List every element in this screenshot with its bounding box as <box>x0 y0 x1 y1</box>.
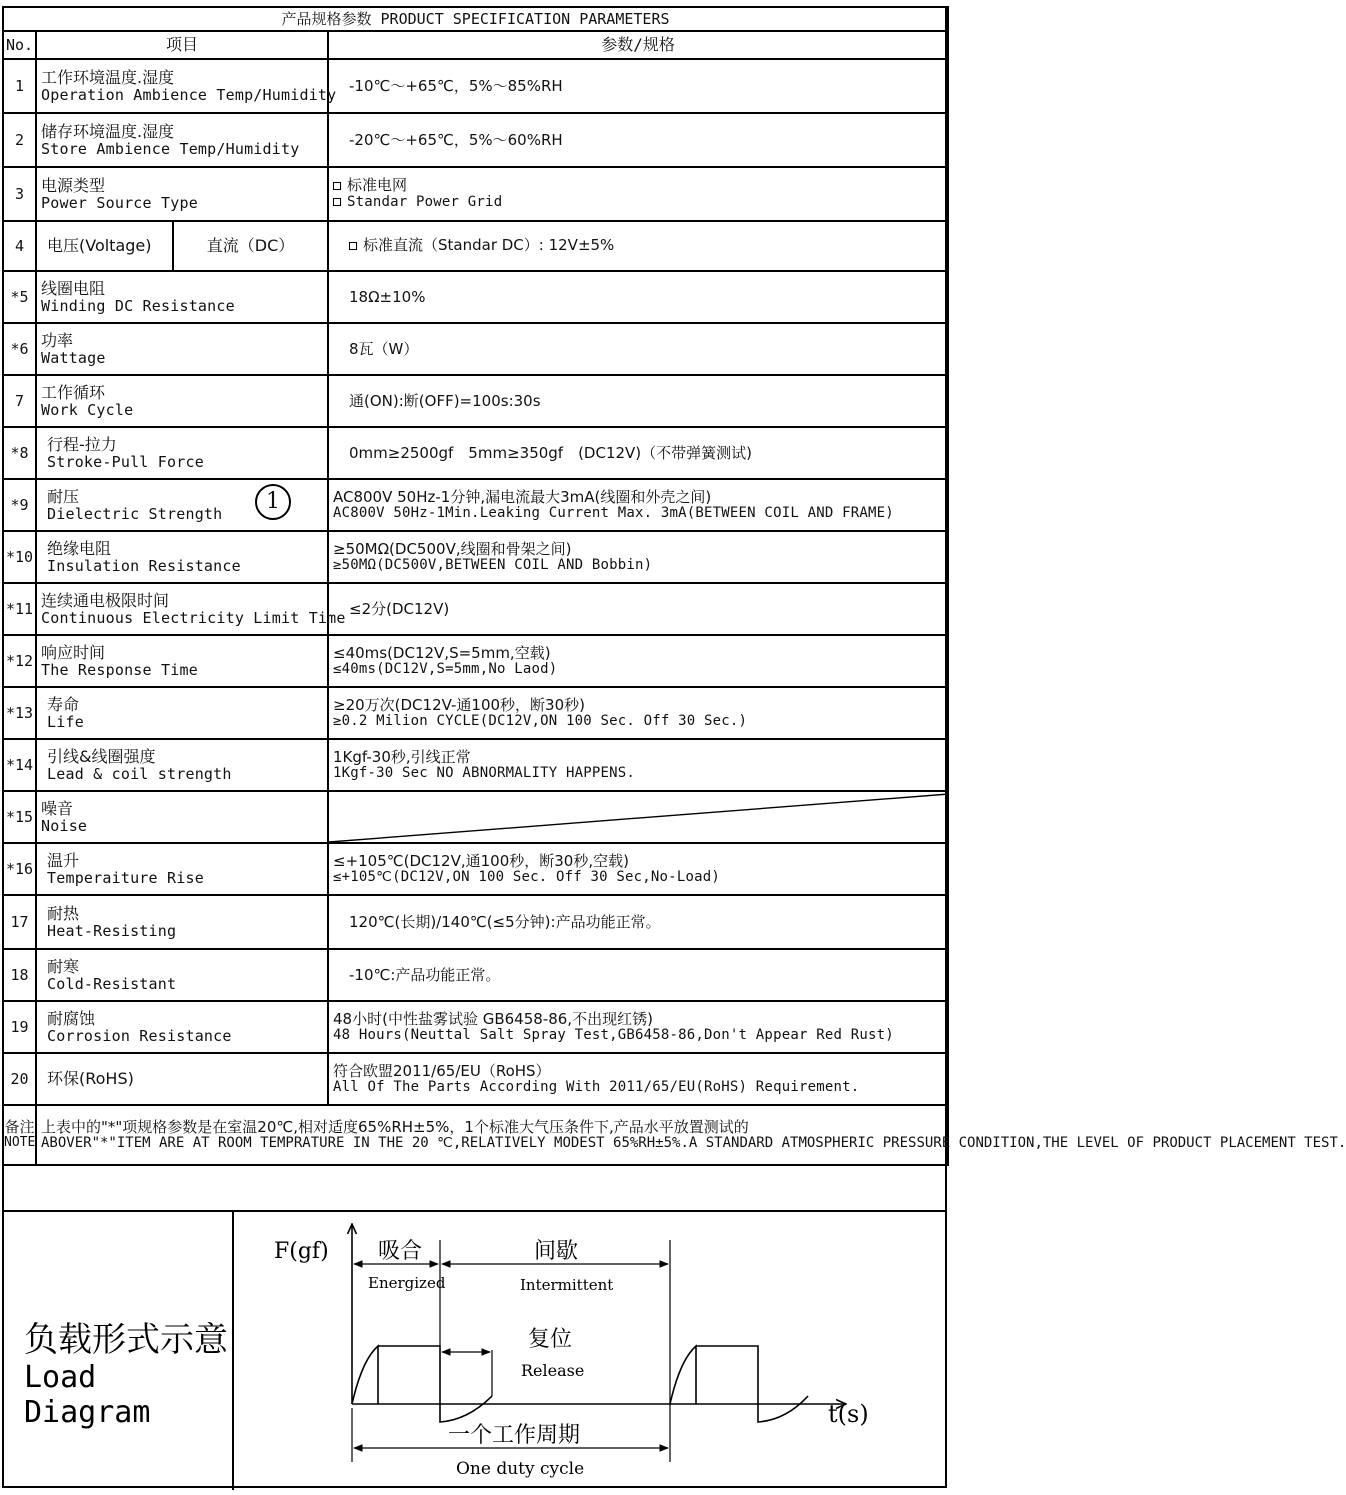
item-name-zh: 环保(RoHS) <box>47 1069 134 1089</box>
checkbox-icon <box>333 198 341 206</box>
item-cell <box>36 739 328 791</box>
row-number: 19 <box>3 1001 36 1053</box>
header-item: 项目 <box>36 31 328 59</box>
spec-row <box>3 635 948 687</box>
param-line-1: 18Ω±10% <box>349 287 426 306</box>
note-label-en: NOTE <box>4 1135 36 1151</box>
param-line-2: ≤+105℃(DC12V,ON 100 Sec. Off 30 Sec,No-Load) <box>333 868 720 885</box>
item-name-zh: 工作循环 <box>41 382 106 402</box>
item-cell <box>36 427 328 479</box>
param-cell <box>328 113 948 167</box>
item-name-en: Corrosion Resistance <box>47 1026 232 1045</box>
note-marker-circle: 1 <box>255 484 291 520</box>
row-number: 7 <box>3 375 36 427</box>
param-cell <box>328 583 948 635</box>
param-line-1: -10℃:产品功能正常。 <box>349 965 501 984</box>
spec-row <box>3 113 948 167</box>
item-name-en: Life <box>47 712 84 731</box>
row-number: *9 <box>3 479 36 531</box>
waveform-release-1 <box>440 1396 492 1422</box>
param-line-1: 标准电网 <box>347 176 408 195</box>
spec-row <box>3 1053 948 1105</box>
item-name-en: Heat-Resisting <box>47 921 177 940</box>
item-name-zh: 引线&线圈强度 <box>47 746 156 766</box>
item-name-en: Stroke-Pull Force <box>47 452 204 471</box>
param-line-1: 48小时(中性盐雾试验 GB6458-86,不出现红锈) <box>333 1009 653 1028</box>
item-name-zh: 耐寒 <box>47 956 80 976</box>
param-cell <box>328 895 948 949</box>
item-subtype: 直流（DC） <box>173 221 328 271</box>
param-cell <box>328 531 948 583</box>
param-cell <box>328 739 948 791</box>
row-number: *8 <box>3 427 36 479</box>
param-line-1: 通(ON):断(OFF)=100s:30s <box>349 391 541 410</box>
item-cell <box>36 375 328 427</box>
param-line-1: 符合欧盟2011/65/EU（RoHS） <box>333 1061 551 1080</box>
spec-row <box>3 531 948 583</box>
row-number: *6 <box>3 323 36 375</box>
item-name-en: Temperaiture Rise <box>47 868 204 887</box>
item-cell <box>36 113 328 167</box>
item-cell <box>36 895 328 949</box>
item-name-zh: 响应时间 <box>41 642 106 662</box>
row-number: *5 <box>3 271 36 323</box>
load-diagram-chart <box>234 1212 947 1490</box>
row-number: 1 <box>3 59 36 113</box>
item-cell <box>36 323 328 375</box>
sheet-title: 产品规格参数 PRODUCT SPECIFICATION PARAMETERS <box>3 7 948 31</box>
item-name-zh: 线圈电阻 <box>41 278 106 298</box>
row-number: 20 <box>3 1053 36 1105</box>
param-cell <box>328 1001 948 1053</box>
param-line-1: ≤+105℃(DC12V,通100秒，断30秒,空载) <box>333 851 629 870</box>
param-cell <box>328 843 948 895</box>
item-name-zh: 寿命 <box>47 694 80 714</box>
param-cell <box>328 687 948 739</box>
checkbox-icon <box>333 182 341 190</box>
param-cell <box>328 271 948 323</box>
item-name-zh: 耐腐蚀 <box>47 1008 96 1028</box>
param-line-1: ≥20万次(DC12V-通100秒，断30秒) <box>333 695 585 714</box>
param-line-1: AC800V 50Hz-1分钟,漏电流最大3mA(线圈和外壳之间) <box>333 487 712 506</box>
note-label-zh: 备注 <box>4 1118 35 1137</box>
param-line-1: 120℃(长期)/140℃(≤5分钟):产品功能正常。 <box>349 912 661 931</box>
param-line-2: 1Kgf-30 Sec NO ABNORMALITY HAPPENS. <box>333 764 636 781</box>
param-line-2: 48 Hours(Neuttal Salt Spray Test,GB6458-86,Don't Appear Red Rust) <box>333 1026 894 1043</box>
item-cell <box>36 479 328 531</box>
waveform-energized-1 <box>352 1346 440 1404</box>
spec-row <box>3 59 948 113</box>
x-axis-label: t(s) <box>828 1400 869 1428</box>
row-number: 17 <box>3 895 36 949</box>
param-line-2: Standar Power Grid <box>347 194 503 210</box>
spec-row <box>3 1001 948 1053</box>
spec-row <box>3 843 948 895</box>
item-name-zh: 工作环境温度.湿度 <box>41 67 175 87</box>
item-name-en: Store Ambience Temp/Humidity <box>41 139 300 158</box>
spec-row <box>3 167 948 221</box>
item-cell <box>36 949 328 1001</box>
param-line-1: 标准直流（Standar DC）: 12V±5% <box>363 236 615 255</box>
item-name-en: Dielectric Strength <box>47 504 223 523</box>
row-number: *15 <box>3 791 36 843</box>
load-diagram-title-en: Load Diagram <box>24 1360 151 1430</box>
spec-row <box>3 739 948 791</box>
item-name-en: Insulation Resistance <box>47 556 241 575</box>
note-text-en: ABOVER"*"ITEM ARE AT ROOM TEMPRATURE IN THE 20 ℃,RELATIVELY MODEST 65%RH±5%.A STANDARD ATMOSPHERIC PRESSURE CONDITION,THE LEVEL OF PRODUCT PLACEMENT TEST. <box>41 1134 1346 1151</box>
release-label-en: Release <box>521 1361 585 1380</box>
param-line-1: -10℃～+65℃，5%～85%RH <box>349 76 563 95</box>
item-name-en: The Response Time <box>41 660 198 679</box>
item-name-en: Winding DC Resistance <box>41 296 235 315</box>
energized-label-zh: 吸合 <box>378 1239 423 1264</box>
param-cell <box>328 375 948 427</box>
param-line-1: ≤40ms(DC12V,S=5mm,空载) <box>333 643 551 662</box>
header-no: No. <box>3 31 36 59</box>
item-name-en: Wattage <box>41 348 106 367</box>
waveform-release-2 <box>758 1396 808 1422</box>
row-number: 3 <box>3 167 36 221</box>
item-name-zh: 绝缘电阻 <box>47 538 112 558</box>
item-name-zh: 噪音 <box>41 798 74 818</box>
param-line-2: ≥50MΩ(DC500V,BETWEEN COIL AND Bobbin) <box>333 556 653 573</box>
item-cell <box>36 167 328 221</box>
note-row <box>3 1105 948 1165</box>
param-line-2: ≤40ms(DC12V,S=5mm,No Laod) <box>333 660 558 677</box>
spec-row <box>3 895 948 949</box>
item-cell <box>36 1053 328 1105</box>
note-label <box>3 1105 36 1165</box>
param-line-1: ≥50MΩ(DC500V,线圈和骨架之间) <box>333 539 572 558</box>
row-number: *16 <box>3 843 36 895</box>
param-cell <box>328 167 948 221</box>
item-cell <box>36 791 328 843</box>
load-diagram-label <box>2 1212 234 1490</box>
item-name-zh: 行程-拉力 <box>47 434 117 454</box>
note-text <box>36 1105 1346 1165</box>
checkbox-icon <box>349 242 357 250</box>
row-number: *14 <box>3 739 36 791</box>
item-name-zh: 储存环境温度.湿度 <box>41 121 175 141</box>
param-cell <box>328 1053 948 1105</box>
spec-row <box>3 221 948 271</box>
param-cell <box>328 59 948 113</box>
param-cell <box>328 635 948 687</box>
param-cell <box>328 221 948 271</box>
param-cell <box>328 949 948 1001</box>
item-name-zh: 温升 <box>47 850 80 870</box>
waveform-energized-2 <box>670 1346 758 1404</box>
release-label-zh: 复位 <box>528 1327 573 1352</box>
item-name-en: Operation Ambience Temp/Humidity <box>41 85 337 104</box>
item-name-en: Cold-Resistant <box>47 974 177 993</box>
item-name-zh: 连续通电极限时间 <box>41 590 170 610</box>
load-diagram-section <box>2 1210 947 1490</box>
note-text-zh: 上表中的"*"项规格参数是在室温20℃,相对适度65%RH±5%，1个标准大气压条件下,产品水平放置测试的 <box>41 1117 749 1136</box>
item-name-zh: 功率 <box>41 330 74 350</box>
param-cell <box>328 427 948 479</box>
item-name-en: Lead & coil strength <box>47 764 232 783</box>
noise-empty-diagonal <box>329 792 949 844</box>
item-cell <box>36 1001 328 1053</box>
spec-row <box>3 479 948 531</box>
param-line-1: 1Kgf-30秒,引线正常 <box>333 747 471 766</box>
item-name-zh: 电压(Voltage) <box>36 221 173 271</box>
param-line-1: -20℃～+65℃，5%～60%RH <box>349 130 563 149</box>
param-cell <box>328 323 948 375</box>
row-number: *13 <box>3 687 36 739</box>
header-param: 参数/规格 <box>328 31 948 59</box>
item-name-zh: 耐压 <box>47 486 80 506</box>
load-diagram-title-zh: 负载形式示意 <box>24 1320 228 1360</box>
row-number: *10 <box>3 531 36 583</box>
param-line-1: 8瓦（W） <box>349 339 419 358</box>
spec-table <box>2 6 1346 1166</box>
item-name-en: Continuous Electricity Limit Time <box>41 608 346 627</box>
param-cell <box>328 479 948 531</box>
energized-label-en: Energized <box>368 1274 446 1292</box>
item-cell <box>36 583 346 635</box>
spec-row <box>3 323 948 375</box>
item-cell <box>36 635 328 687</box>
spec-row <box>3 791 948 843</box>
duty-cycle-label-zh: 一个工作周期 <box>448 1423 581 1448</box>
param-cell <box>328 791 948 843</box>
spec-row <box>3 271 948 323</box>
param-line-2: All Of The Parts According With 2011/65/EU(RoHS) Requirement. <box>333 1078 860 1095</box>
param-line-2: AC800V 50Hz-1Min.Leaking Current Max. 3mA(BETWEEN COIL AND FRAME) <box>333 504 894 521</box>
spec-row <box>3 687 948 739</box>
y-axis-label: F(gf) <box>274 1239 329 1264</box>
spec-row <box>3 949 948 1001</box>
duty-cycle-label-en: One duty cycle <box>456 1459 585 1479</box>
item-name-en: Work Cycle <box>41 400 134 419</box>
intermittent-label-en: Intermittent <box>520 1276 614 1294</box>
item-name-en: Noise <box>41 816 88 835</box>
param-line-1: ≤2分(DC12V) <box>349 599 450 618</box>
spec-row <box>3 375 948 427</box>
spec-row <box>3 583 948 635</box>
row-number: 18 <box>3 949 36 1001</box>
row-number: 4 <box>3 221 36 271</box>
row-number: *11 <box>3 583 36 635</box>
param-line-2: ≥0.2 Milion CYCLE(DC12V,ON 100 Sec. Off 30 Sec.) <box>333 712 748 729</box>
item-name-zh: 电源类型 <box>41 175 106 195</box>
row-number: 2 <box>3 113 36 167</box>
item-name-zh: 耐热 <box>47 903 80 923</box>
item-cell <box>36 59 337 113</box>
spec-row <box>3 427 948 479</box>
item-cell <box>36 843 328 895</box>
intermittent-label-zh: 间歇 <box>534 1239 579 1264</box>
item-cell <box>36 271 328 323</box>
row-number: *12 <box>3 635 36 687</box>
param-line-1: 0mm≥2500gf 5mm≥350gf (DC12V)（不带弹簧测试) <box>349 443 753 462</box>
item-cell <box>36 531 328 583</box>
item-name-en: Power Source Type <box>41 193 198 212</box>
item-cell <box>36 687 328 739</box>
